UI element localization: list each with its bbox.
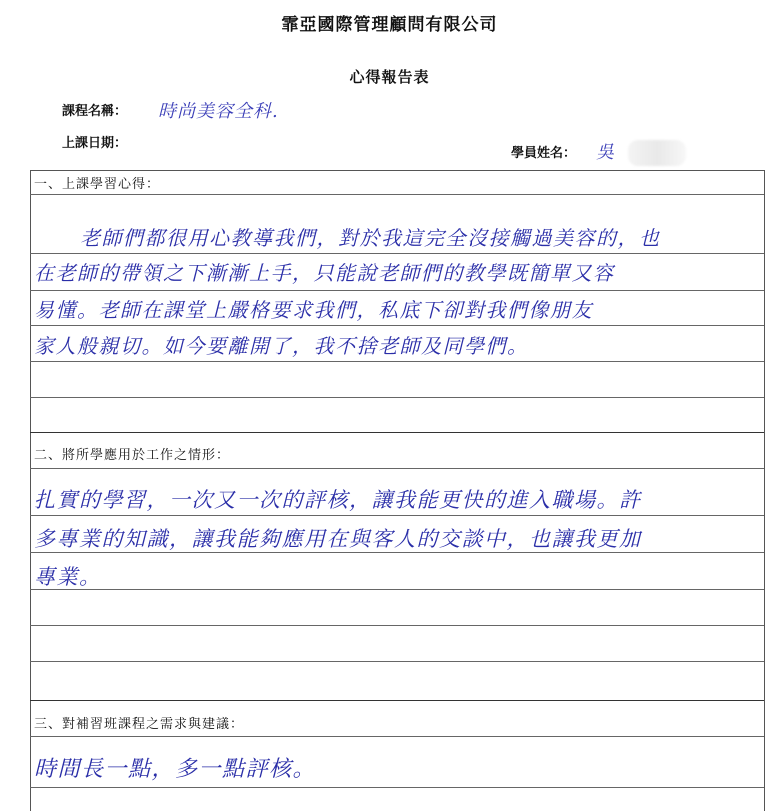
section-2-line: 扎實的學習，一次又一次的評核，讓我能更快的進入職場。許 bbox=[34, 488, 642, 512]
row-divider bbox=[30, 290, 764, 291]
row-divider bbox=[30, 468, 764, 469]
class-date-label: 上課日期： bbox=[62, 136, 128, 151]
student-name-label: 學員姓名： bbox=[511, 146, 577, 161]
row-divider bbox=[30, 515, 764, 516]
row-divider bbox=[30, 787, 764, 788]
form-title: 心得報告表 bbox=[349, 68, 430, 86]
row-divider bbox=[30, 661, 764, 662]
section-2-title: 二、將所學應用於工作之情形： bbox=[34, 448, 231, 463]
section-divider bbox=[30, 432, 764, 433]
section-1-line: 老師們都很用心教導我們，對於我這完全沒接觸過美容的，也 bbox=[80, 226, 661, 250]
section-3-line: 時間長一點，多一點評核。 bbox=[34, 757, 317, 782]
section-1-title: 一、上課學習心得： bbox=[34, 177, 161, 192]
section-2-line: 專業。 bbox=[34, 565, 102, 589]
row-divider bbox=[30, 625, 764, 626]
row-divider bbox=[30, 397, 764, 398]
row-divider bbox=[30, 736, 764, 737]
section-2-line: 多專業的知識，讓我能夠應用在與客人的交談中，也讓我更加 bbox=[34, 527, 642, 551]
section-1-line: 易懂。老師在課堂上嚴格要求我們，私底下卻對我們像朋友 bbox=[34, 298, 593, 322]
row-divider bbox=[30, 253, 764, 254]
course-name-label: 課程名稱： bbox=[62, 104, 128, 119]
company-name: 霏亞國際管理顧問有限公司 bbox=[281, 15, 498, 35]
section-1-line: 家人般親切。如今要離開了，我不捨老師及同學們。 bbox=[34, 334, 529, 358]
row-divider bbox=[30, 325, 764, 326]
row-divider bbox=[30, 589, 764, 590]
redaction-mark bbox=[628, 140, 686, 166]
row-divider bbox=[30, 194, 764, 195]
course-name-value: 時尚美容全科. bbox=[158, 101, 279, 122]
row-divider bbox=[30, 361, 764, 362]
section-1-line: 在老師的帶領之下漸漸上手，只能說老師們的教學既簡單又容 bbox=[34, 261, 615, 285]
section-3-title: 三、對補習班課程之需求與建議： bbox=[34, 717, 245, 732]
section-divider bbox=[30, 700, 764, 701]
student-name-value: 吳 bbox=[596, 142, 615, 163]
